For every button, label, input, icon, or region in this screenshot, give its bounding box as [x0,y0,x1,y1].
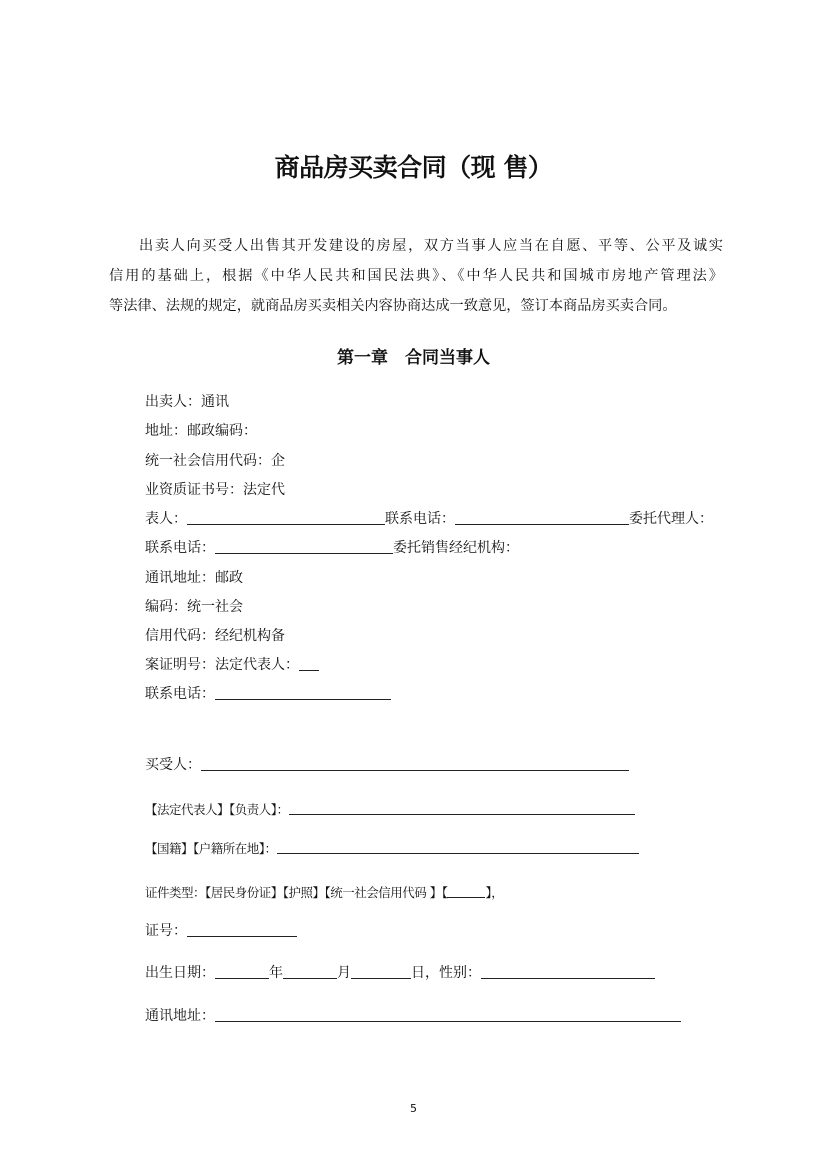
seller-agent-phone-field[interactable] [215,537,393,554]
credit-code-label-part: 信用代码： [145,628,215,644]
seller-line-8 [145,594,721,616]
phone-label: 联系电话： [385,511,455,527]
agency-phone-field[interactable] [215,683,391,700]
birth-month-field[interactable] [283,962,337,979]
id-type-tail: 】， [485,885,504,900]
year-label: 年 [269,965,283,981]
address-label-part: 地址： [145,423,187,439]
seller-legal-rep-phone-field[interactable] [455,508,629,525]
month-label: 月 [337,965,351,981]
birth-year-field[interactable] [215,962,269,979]
page-number: 5 [410,1102,417,1115]
id-no-field[interactable] [187,920,297,937]
seller-line-5 [145,506,721,528]
sales-agency-label: 委托销售经纪机构： [393,540,519,556]
seller-line-4 [145,477,721,499]
phone-label: 联系电话： [145,540,215,556]
agency-legal-rep-label: 法定代表人： [215,657,299,673]
buyer-nation-field[interactable] [277,837,639,854]
buyer-rep-label: 【法定代表人】【负责人】： [145,802,289,817]
buyer-label: 买受人： [145,757,201,773]
seller-line-3 [145,448,721,470]
agency-address-label: 通讯地址： [145,570,215,586]
seller-line-6 [145,535,721,557]
birth-day-field[interactable] [351,962,411,979]
id-no-label: 证号： [145,923,187,939]
filing-cert-label-part: 案证明号： [145,657,215,673]
legal-rep-label-part: 法定代 [243,482,285,498]
id-type-label: 证件类型：【居民身份证】【护照】【统一社会信用代码 】【 [145,885,448,900]
buyer-address-line [145,1003,721,1025]
postcode-label-part: 编码： [145,599,187,615]
buyer-id-type-line [145,879,721,901]
agency-legal-rep-field[interactable] [299,654,319,671]
seller-line-10 [145,652,721,674]
intro-line: 信用的基础上，根据《中华人民共和国民法典》、《中华人民共和国城市房地产管理法》 [109,268,723,284]
birth-label: 出生日期： [145,965,215,981]
buyer-rep-field[interactable] [289,798,635,815]
buyer-birth-line [145,960,721,982]
intro-paragraph [109,231,723,321]
phone-label: 联系电话： [145,686,215,702]
gender-field[interactable] [481,962,655,979]
credit-code-label: 统一社会信用代码： [145,453,271,469]
buyer-nation-label: 【国籍】【户籍所在地】： [145,841,277,856]
postcode-label-part: 邮政 [215,570,243,586]
seller-line-11 [145,681,721,703]
qualification-label-part: 业资质证书号： [145,482,243,498]
seller-label: 出卖人： [145,394,201,410]
buyer-line [145,752,721,774]
buyer-nation-line [145,835,721,857]
buyer-address-label: 通讯地址： [145,1008,215,1024]
buyer-address-field[interactable] [215,1005,681,1022]
filing-cert-label-part: 经纪机构备 [215,628,285,644]
buyer-rep-line [145,796,721,818]
seller-line-9 [145,623,721,645]
seller-legal-rep-field[interactable] [187,508,385,525]
qualification-label-part: 企 [271,453,285,469]
legal-rep-label-part: 表人： [145,511,187,527]
contract-title: 商品房买卖合同（现 售） [274,153,553,182]
buyer-name-field[interactable] [201,754,629,771]
address-label-part: 通讯 [201,394,229,410]
buyer-id-no-line [145,918,721,940]
postcode-label: 邮政编码： [187,423,257,439]
day-gender-label: 日，性别： [411,965,481,981]
agent-label: 委托代理人： [629,511,713,527]
chapter-title: 第一章 合同当事人 [337,348,490,368]
seller-line-1 [145,389,721,411]
intro-line: 等法律、法规的规定，就商品房买卖相关内容协商达成一致意见，签订本商品房买卖合同。 [109,298,677,314]
seller-line-2 [145,418,721,440]
intro-line: 出卖人向买受人出售其开发建设的房屋，双方当事人应当在自愿、平等、公平及诚实 [139,238,723,254]
seller-line-7 [145,565,721,587]
id-type-other-field[interactable] [447,881,485,898]
credit-code-label-part: 统一社会 [187,599,243,615]
